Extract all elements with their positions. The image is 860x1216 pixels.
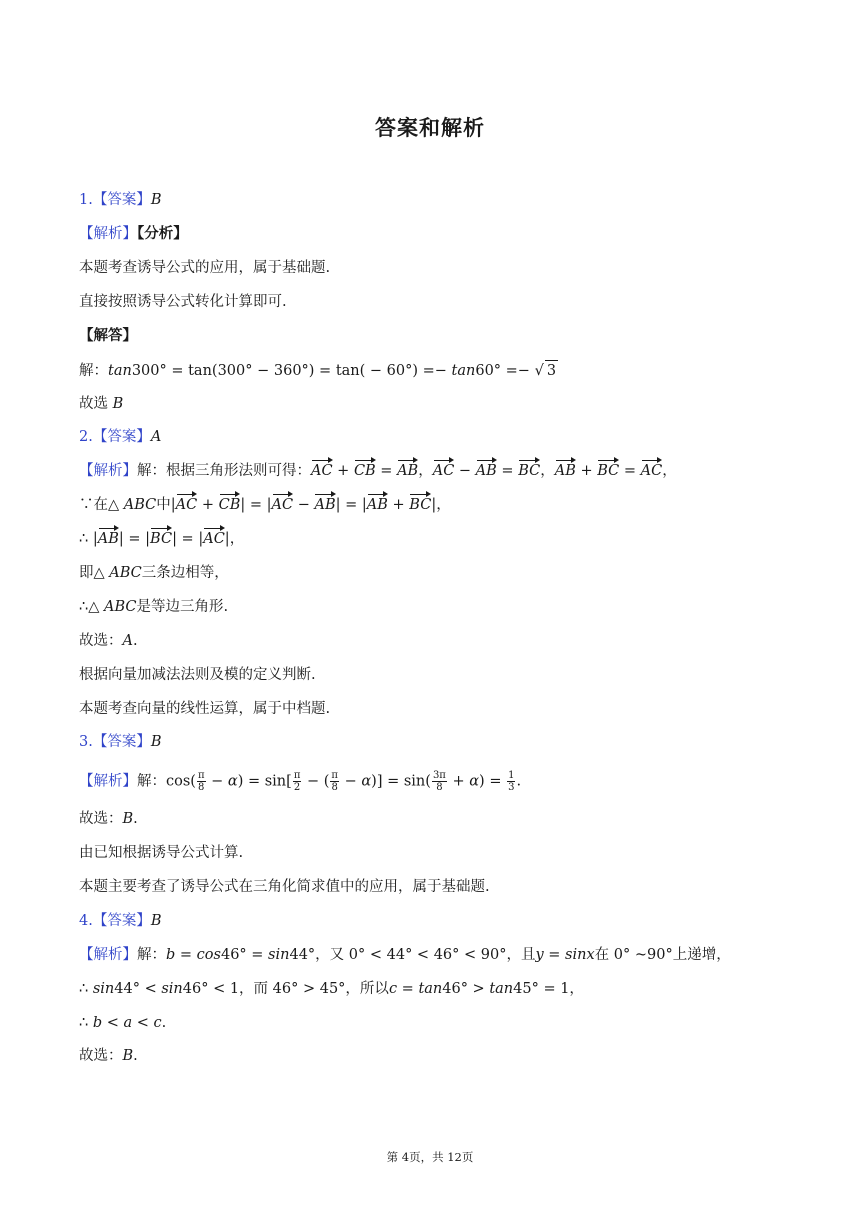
fraction-pi-2 (293, 770, 302, 793)
q1-jiexi-label: 【解析】 (79, 226, 137, 242)
q2-answer-value: A (150, 429, 162, 445)
op: ， (436, 497, 451, 513)
op: )] = sin( (371, 773, 431, 790)
vector-bc: BC (518, 463, 541, 479)
vector-ab: AB (97, 531, 119, 547)
frac-den: 8 (331, 782, 338, 793)
var-b: b (166, 947, 176, 963)
frac-num: π (293, 770, 301, 781)
op: = (123, 531, 146, 547)
op: . (161, 1015, 167, 1031)
q1-choice (79, 394, 123, 414)
func-sin: sin (268, 947, 290, 963)
q3-text-4: 本题主要考查了诱导公式在三角化简求值中的应用，属于基础题. (79, 879, 490, 895)
q3-analysis (79, 770, 521, 793)
q2-text: ∴ (79, 531, 93, 547)
q1-choice-value: B (112, 396, 124, 412)
q4-text: ∴ (79, 1015, 93, 1031)
op: + (575, 463, 598, 479)
op: | (92, 531, 98, 547)
op: ) = (479, 773, 507, 790)
q1-sol-sqrt-value: 3 (545, 360, 558, 381)
q2-text: 是等边三角形. (136, 599, 229, 615)
op: < (132, 1015, 154, 1031)
q3-choice-value: B (122, 811, 134, 827)
q1-sol-middle: 300° = tan(300° − 360°) = tan( − 60°) =− (131, 363, 452, 379)
q4-choice-text: 故选： (79, 1048, 123, 1064)
q2-text: 即△ (79, 565, 110, 581)
q1-text-2: 直接按照诱导公式转化计算即可. (79, 294, 287, 310)
fraction-pi-8 (197, 770, 206, 793)
sqrt-sign: √ (534, 363, 544, 379)
frac-num: π (331, 770, 338, 781)
triangle-abc: ABC (104, 599, 137, 615)
page-footer: 第 4页，共 12页 (386, 1150, 474, 1164)
var-b: b (92, 1015, 103, 1031)
q2-text-8: 本题考查向量的线性运算，属于中档题. (79, 701, 331, 717)
q3-answer-value: B (150, 734, 162, 750)
q3-choice (79, 809, 138, 829)
q4-text: 解： (137, 947, 166, 963)
q1-sol-tan-a: tan (108, 363, 132, 379)
q1-answer-line (79, 190, 162, 210)
q1-choice-text: 故选 (79, 396, 113, 412)
op: | (361, 497, 367, 513)
op: + (197, 497, 219, 513)
frac-num: π (197, 770, 205, 781)
var-a: a (123, 1015, 133, 1031)
q4-answer-label: 4.【答案】 (79, 913, 151, 929)
op: ) = sin[ (237, 773, 292, 790)
frac-den: 8 (198, 782, 205, 793)
q4-text: 在 0° ~90°上递增， (594, 947, 731, 963)
vector-bc: BC (597, 463, 620, 479)
q2-choice-period: . (132, 633, 138, 649)
op: + (387, 497, 410, 513)
func-sin: sin (92, 981, 115, 997)
func-tan: tan (489, 981, 514, 997)
q2-choice (79, 631, 138, 651)
frac-num: 1 (508, 770, 515, 781)
op: = (176, 531, 199, 547)
frac-num: 3π (432, 770, 446, 781)
q2-text: 解：根据三角形法则可得： (137, 463, 311, 479)
q4-text: 46° < 1，而 46° > 45°，所以 (182, 981, 389, 997)
vector-bc: BC (150, 531, 173, 547)
q2-jiexi-label: 【解析】 (79, 463, 137, 479)
q3-choice-text: 故选： (79, 811, 123, 827)
q3-text-3: 由已知根据诱导公式计算. (79, 845, 244, 861)
alpha: α (469, 773, 480, 790)
q4-text: ∴ (79, 981, 93, 997)
op: . (516, 773, 522, 790)
op: | (118, 531, 124, 547)
q2-text: ∵在△ (79, 497, 124, 513)
fraction-1-3 (507, 770, 515, 793)
vector-ac: AC (311, 463, 333, 479)
q4-text: 44° < (114, 981, 162, 997)
op: = (340, 497, 362, 513)
op: = (375, 463, 398, 479)
q2-answer-label: 2.【答案】 (79, 429, 151, 445)
q4-analysis-3 (79, 1013, 166, 1033)
q1-answer-value: B (150, 192, 162, 208)
op: ， (229, 531, 245, 547)
vector-ac: AC (640, 463, 663, 479)
op: = (245, 497, 267, 513)
q4-answer-value: B (150, 913, 162, 929)
q2-answer-line (79, 427, 161, 447)
vector-ab: AB (475, 463, 497, 479)
var-y: y (535, 947, 544, 963)
op: ， (418, 463, 433, 479)
q2-analysis-5 (79, 597, 228, 617)
q2-analysis-4 (79, 563, 229, 583)
q2-text-7: 根据向量加减法法则及模的定义判断. (79, 667, 316, 683)
vector-ac: AC (175, 497, 198, 513)
q3-jiexi-label: 【解析】 (79, 773, 137, 790)
q2-choice-value: A (122, 633, 133, 649)
op: = (175, 947, 197, 963)
op: | (172, 531, 177, 547)
q4-text: 46° > (442, 981, 490, 997)
vector-ab: AB (314, 497, 336, 513)
q3-text: 解：cos( (137, 773, 196, 790)
frac-den: 3 (508, 782, 515, 793)
q4-analysis-2 (79, 979, 584, 999)
q1-text-1: 本题考查诱导公式的应用，属于基础题. (79, 260, 331, 276)
vector-ab: AB (366, 497, 388, 513)
q2-analysis-2 (79, 495, 451, 515)
q2-text: 三条边相等， (141, 565, 229, 581)
vector-ac: AC (271, 497, 294, 513)
op: | (335, 497, 341, 513)
q1-sol-tan-b: tan (451, 363, 476, 379)
vector-ab: AB (554, 463, 576, 479)
q4-text: 46° = (220, 947, 269, 963)
triangle-abc: ABC (109, 565, 142, 581)
op: | (145, 531, 151, 547)
op: | (170, 497, 176, 513)
func-cos: cos (196, 947, 221, 963)
page-title: 答案和解析 (375, 116, 485, 140)
q4-choice-value: B (122, 1048, 134, 1064)
q4-text: 44°，又 0° < 44° < 46° < 90°，且 (289, 947, 536, 963)
op: + (332, 463, 354, 479)
var-c: c (388, 981, 398, 997)
op: − (293, 497, 315, 513)
var-c: c (153, 1015, 162, 1031)
frac-den: 2 (293, 782, 301, 793)
vector-ac: AC (432, 463, 455, 479)
op: − (206, 773, 228, 790)
vector-cb: CB (353, 463, 376, 479)
func-tan: tan (418, 981, 443, 997)
q4-choice (79, 1046, 138, 1066)
fraction-pi-8 (330, 770, 339, 793)
op: | (266, 497, 272, 513)
op: | (240, 497, 246, 513)
op: ， (662, 463, 677, 479)
q1-answer-label: 1.【答案】 (79, 192, 151, 208)
op: − ( (302, 773, 330, 790)
triangle-abc: ABC (123, 497, 157, 513)
q4-text: 45° = 1， (513, 981, 584, 997)
alpha: α (227, 773, 238, 790)
op: ， (540, 463, 555, 479)
func-sin: sin (161, 981, 183, 997)
alpha: α (361, 773, 372, 790)
op: | (431, 497, 437, 513)
op: + (447, 773, 470, 790)
q2-analysis-1 (79, 461, 677, 481)
q4-analysis-1 (79, 945, 731, 965)
op: < (102, 1015, 124, 1031)
op: = (619, 463, 641, 479)
vector-cb: CB (218, 497, 241, 513)
q2-text: ∴△ (79, 599, 104, 615)
q1-sol-prefix: 解： (79, 363, 108, 379)
q3-choice-period: . (133, 811, 138, 827)
q3-answer-label: 3.【答案】 (79, 734, 151, 750)
vector-bc: BC (409, 497, 432, 513)
frac-den: 8 (436, 782, 443, 793)
vector-ac: AC (203, 531, 225, 547)
func-sinx: sinx (565, 947, 595, 963)
op: | (224, 531, 230, 547)
op: = (496, 463, 519, 479)
q4-answer-line (79, 911, 162, 931)
op: − (340, 773, 362, 790)
q3-answer-line (79, 732, 162, 752)
q1-sol-end: 60° =− (475, 363, 535, 379)
op: | (198, 531, 204, 547)
q1-solution-header: 【解答】 (79, 327, 137, 344)
q2-text: 中 (156, 497, 171, 513)
q2-choice-text: 故选： (79, 633, 123, 649)
op: − (454, 463, 476, 479)
vector-ab: AB (397, 463, 419, 479)
q1-analysis-header (79, 224, 188, 244)
q2-analysis-3 (79, 529, 244, 549)
q4-choice-period: . (133, 1048, 138, 1064)
fraction-3pi-8 (432, 770, 447, 793)
q1-solution (79, 360, 558, 381)
op: = (397, 981, 419, 997)
op: = (543, 947, 566, 963)
q4-jiexi-label: 【解析】 (79, 947, 137, 963)
q1-fenxi-label: 【分析】 (137, 225, 188, 242)
